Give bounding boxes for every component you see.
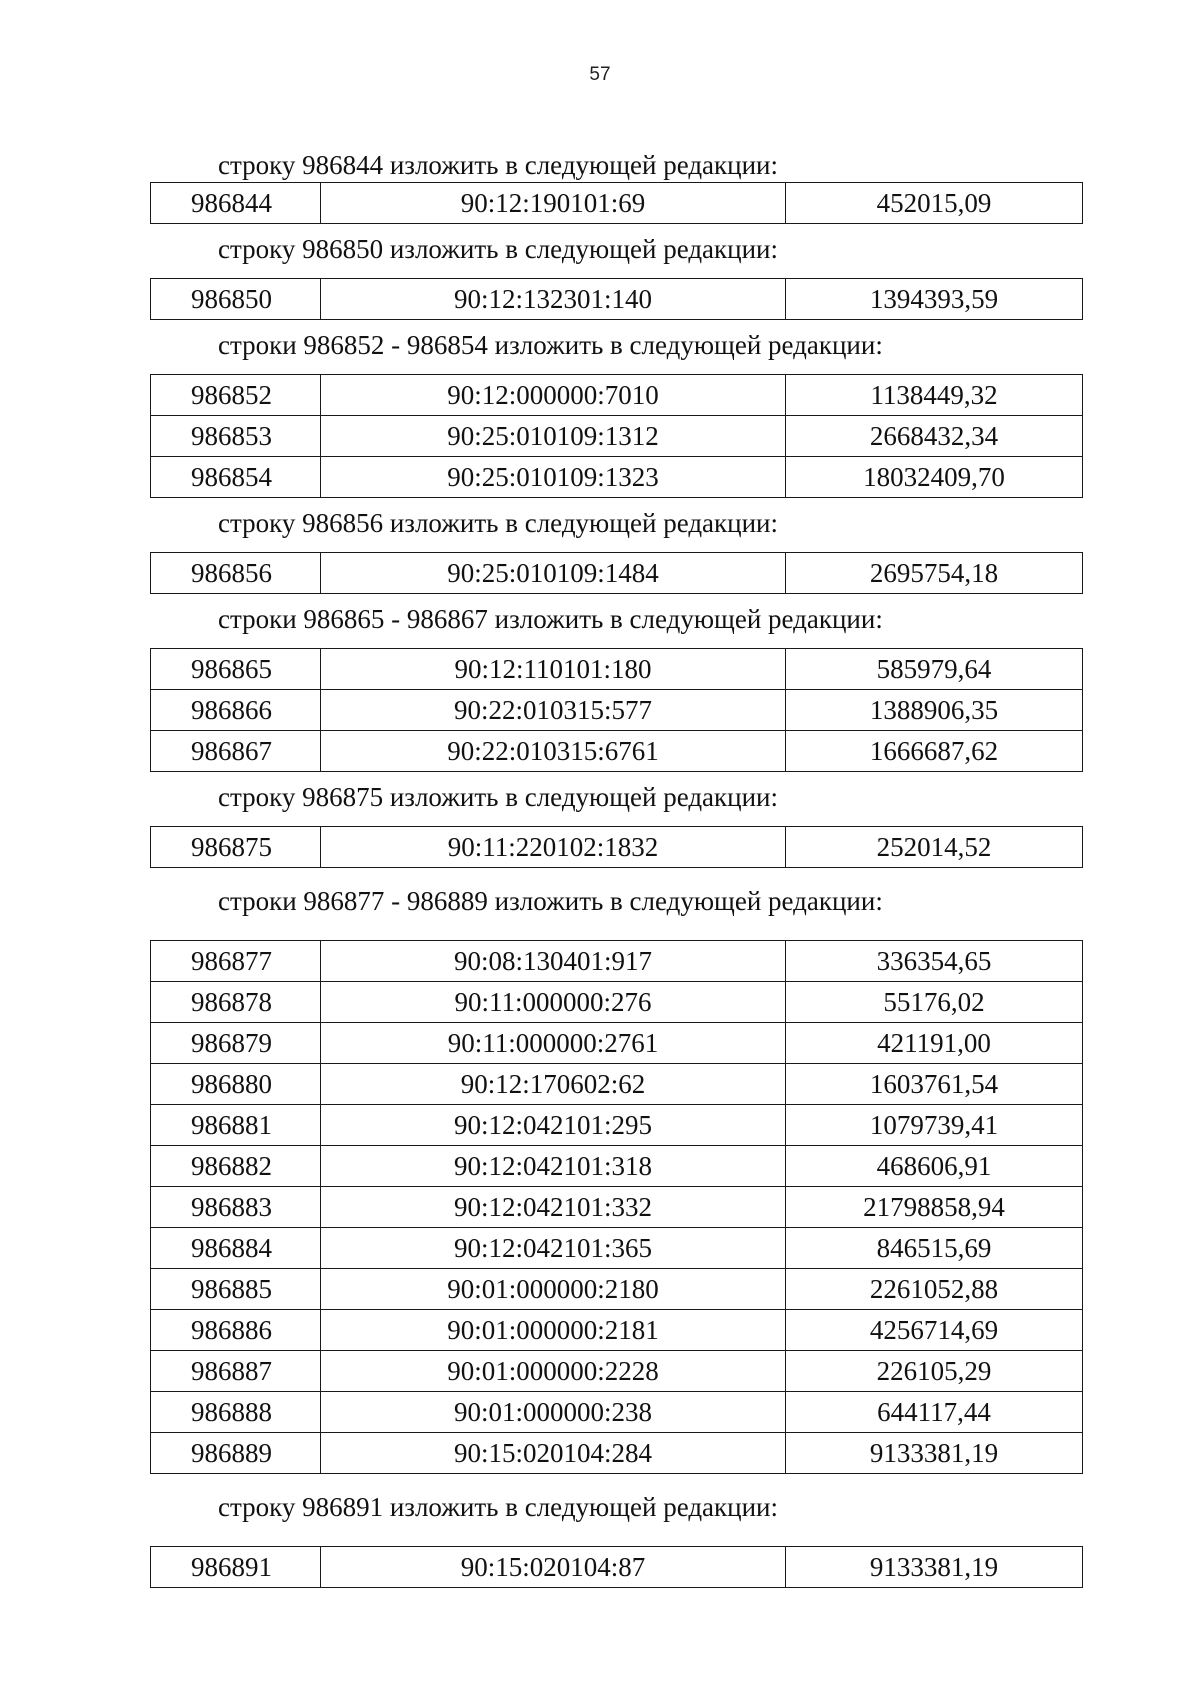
table-row [151, 279, 1083, 320]
cadastral-number-cell: 90:01:000000:238 [321, 1392, 786, 1433]
cadastral-number-cell: 90:12:000000:7010 [321, 375, 786, 416]
row-number-cell: 986865 [151, 649, 321, 690]
row-number-cell: 986850 [151, 279, 321, 320]
cadastral-number-cell: 90:25:010109:1323 [321, 457, 786, 498]
table-row [151, 827, 1083, 868]
row-number-cell: 986852 [151, 375, 321, 416]
table-row [151, 1351, 1083, 1392]
amendment-table [150, 374, 1083, 498]
value-cell: 468606,91 [786, 1146, 1083, 1187]
row-number-cell: 986881 [151, 1105, 321, 1146]
cadastral-number-cell: 90:12:190101:69 [321, 183, 786, 224]
value-cell: 336354,65 [786, 941, 1083, 982]
value-cell: 1079739,41 [786, 1105, 1083, 1146]
value-cell: 21798858,94 [786, 1187, 1083, 1228]
table-row [151, 649, 1083, 690]
table-row [151, 690, 1083, 731]
row-number-cell: 986877 [151, 941, 321, 982]
value-cell: 4256714,69 [786, 1310, 1083, 1351]
row-number-cell: 986885 [151, 1269, 321, 1310]
value-cell: 1388906,35 [786, 690, 1083, 731]
amendment-instruction: строку 986856 изложить в следующей редакции: [218, 508, 779, 538]
row-number-cell: 986886 [151, 1310, 321, 1351]
amendment-table [150, 940, 1083, 1474]
amendment-table [150, 1546, 1083, 1588]
cadastral-number-cell: 90:08:130401:917 [321, 941, 786, 982]
table-row [151, 553, 1083, 594]
value-cell: 1394393,59 [786, 279, 1083, 320]
table-row [151, 1392, 1083, 1433]
table-row [151, 982, 1083, 1023]
table-row [151, 1433, 1083, 1474]
row-number-cell: 986878 [151, 982, 321, 1023]
cadastral-number-cell: 90:15:020104:87 [321, 1547, 786, 1588]
cadastral-number-cell: 90:12:042101:295 [321, 1105, 786, 1146]
table-row [151, 941, 1083, 982]
cadastral-number-cell: 90:11:000000:276 [321, 982, 786, 1023]
value-cell: 2668432,34 [786, 416, 1083, 457]
amendment-table [150, 648, 1083, 772]
cadastral-number-cell: 90:12:042101:365 [321, 1228, 786, 1269]
cadastral-number-cell: 90:11:000000:2761 [321, 1023, 786, 1064]
amendment-section [150, 232, 1082, 320]
cadastral-number-cell: 90:22:010315:577 [321, 690, 786, 731]
table-row [151, 1187, 1083, 1228]
table-row [151, 1547, 1083, 1588]
amendment-section [150, 780, 1082, 868]
row-number-cell: 986866 [151, 690, 321, 731]
cadastral-number-cell: 90:01:000000:2228 [321, 1351, 786, 1392]
row-number-cell: 986867 [151, 731, 321, 772]
page-number: 57 [589, 64, 611, 85]
cadastral-number-cell: 90:12:042101:318 [321, 1146, 786, 1187]
table-row [151, 1105, 1083, 1146]
row-number-cell: 986856 [151, 553, 321, 594]
row-number-cell: 986875 [151, 827, 321, 868]
table-row [151, 375, 1083, 416]
cadastral-number-cell: 90:22:010315:6761 [321, 731, 786, 772]
cadastral-number-cell: 90:12:170602:62 [321, 1064, 786, 1105]
value-cell: 226105,29 [786, 1351, 1083, 1392]
document-body [150, 148, 1082, 1588]
amendment-section [150, 602, 1082, 772]
value-cell: 452015,09 [786, 183, 1083, 224]
table-row [151, 1023, 1083, 1064]
amendment-instruction: строку 986844 изложить в следующей редакции: [218, 150, 779, 180]
row-number-cell: 986882 [151, 1146, 321, 1187]
row-number-cell: 986883 [151, 1187, 321, 1228]
cadastral-number-cell: 90:01:000000:2180 [321, 1269, 786, 1310]
cadastral-number-cell: 90:15:020104:284 [321, 1433, 786, 1474]
table-row [151, 183, 1083, 224]
table-row [151, 416, 1083, 457]
value-cell: 2695754,18 [786, 553, 1083, 594]
cadastral-number-cell: 90:25:010109:1312 [321, 416, 786, 457]
table-row [151, 1310, 1083, 1351]
table-row [151, 1228, 1083, 1269]
table-row [151, 1064, 1083, 1105]
value-cell: 18032409,70 [786, 457, 1083, 498]
value-cell: 55176,02 [786, 982, 1083, 1023]
table-row [151, 1269, 1083, 1310]
cadastral-number-cell: 90:12:132301:140 [321, 279, 786, 320]
value-cell: 1603761,54 [786, 1064, 1083, 1105]
table-row [151, 731, 1083, 772]
amendment-instruction: строку 986850 изложить в следующей редакции: [218, 234, 779, 264]
amendment-section [150, 1490, 1082, 1588]
value-cell: 9133381,19 [786, 1433, 1083, 1474]
row-number-cell: 986880 [151, 1064, 321, 1105]
value-cell: 2261052,88 [786, 1269, 1083, 1310]
amendment-section [150, 328, 1082, 498]
cadastral-number-cell: 90:11:220102:1832 [321, 827, 786, 868]
table-row [151, 1146, 1083, 1187]
row-number-cell: 986884 [151, 1228, 321, 1269]
value-cell: 846515,69 [786, 1228, 1083, 1269]
cadastral-number-cell: 90:01:000000:2181 [321, 1310, 786, 1351]
value-cell: 252014,52 [786, 827, 1083, 868]
amendment-table [150, 278, 1083, 320]
table-row [151, 457, 1083, 498]
row-number-cell: 986879 [151, 1023, 321, 1064]
row-number-cell: 986844 [151, 183, 321, 224]
amendment-instruction: строку 986875 изложить в следующей редакции: [218, 782, 779, 812]
value-cell: 644117,44 [786, 1392, 1083, 1433]
row-number-cell: 986889 [151, 1433, 321, 1474]
amendment-instruction: строки 986852 - 986854 изложить в следующей редакции: [218, 330, 883, 360]
amendment-table [150, 552, 1083, 594]
row-number-cell: 986887 [151, 1351, 321, 1392]
amendment-section [150, 506, 1082, 594]
amendment-table [150, 182, 1083, 224]
row-number-cell: 986853 [151, 416, 321, 457]
amendment-instruction: строки 986877 - 986889 изложить в следующей редакции: [218, 886, 883, 916]
amendment-section [150, 148, 1082, 224]
value-cell: 421191,00 [786, 1023, 1083, 1064]
value-cell: 1666687,62 [786, 731, 1083, 772]
value-cell: 1138449,32 [786, 375, 1083, 416]
value-cell: 585979,64 [786, 649, 1083, 690]
row-number-cell: 986854 [151, 457, 321, 498]
amendment-table [150, 826, 1083, 868]
cadastral-number-cell: 90:12:110101:180 [321, 649, 786, 690]
cadastral-number-cell: 90:25:010109:1484 [321, 553, 786, 594]
amendment-instruction: строку 986891 изложить в следующей редакции: [218, 1492, 779, 1522]
amendment-section [150, 884, 1082, 1474]
value-cell: 9133381,19 [786, 1547, 1083, 1588]
cadastral-number-cell: 90:12:042101:332 [321, 1187, 786, 1228]
row-number-cell: 986891 [151, 1547, 321, 1588]
amendment-instruction: строки 986865 - 986867 изложить в следующей редакции: [218, 604, 883, 634]
row-number-cell: 986888 [151, 1392, 321, 1433]
